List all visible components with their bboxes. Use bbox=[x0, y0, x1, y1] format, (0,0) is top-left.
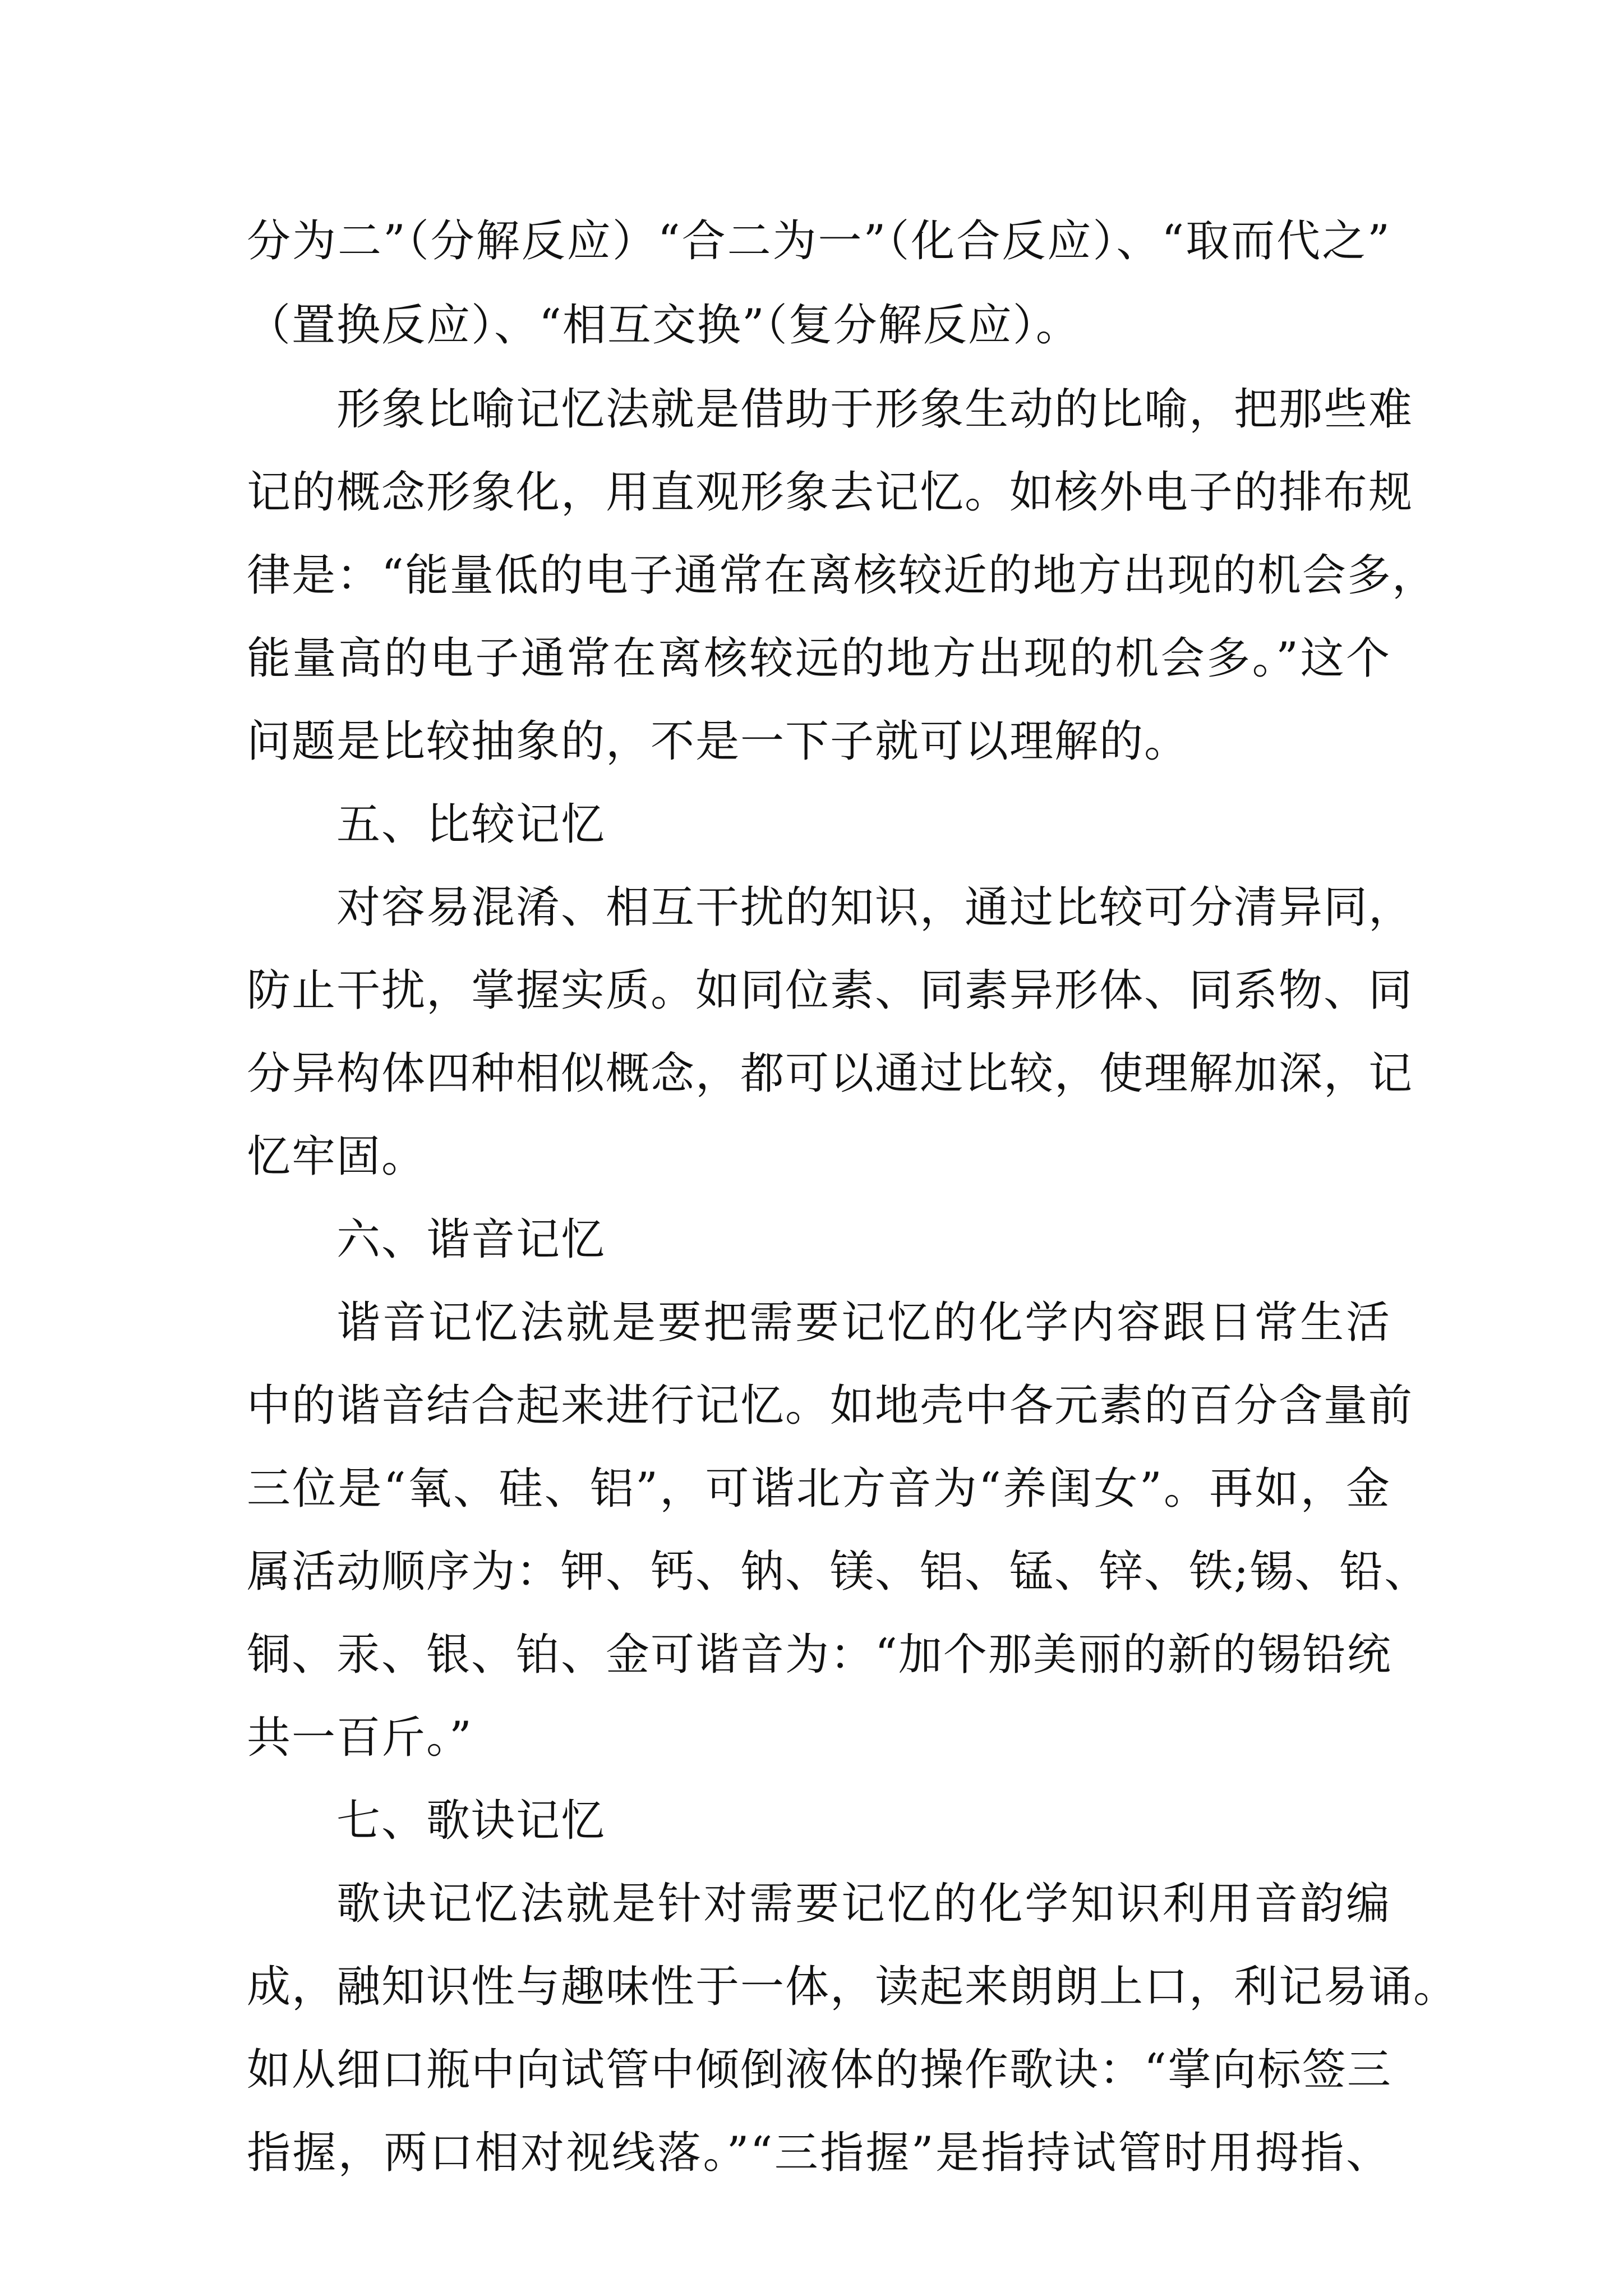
text-line: 忆牢固。 bbox=[247, 1131, 427, 1182]
text-line: （置换反应）、“相互交换”（复分解反应）。 bbox=[247, 300, 1081, 351]
text-line: 共一百斤。” bbox=[247, 1713, 473, 1763]
text-line: 铜、汞、银、铂、金可谐音为：“加个那美丽的新的锡铅统 bbox=[247, 1630, 1392, 1680]
text-line: 歌诀记忆法就是针对需要记忆的化学知识利用音韵编 bbox=[336, 1879, 1391, 1929]
text-line: 成，融知识性与趣味性于一体，读起来朗朗上口，利记易诵。 bbox=[247, 1962, 1459, 2012]
section-heading: 六、谐音记忆 bbox=[336, 1214, 606, 1265]
text-line: 中的谐音结合起来进行记忆。如地壳中各元素的百分含量前 bbox=[247, 1381, 1414, 1431]
text-line: 分为二”（分解反应）“合二为一”（化合反应）、“取而代之” bbox=[247, 216, 1391, 266]
text-line: 属活动顺序为：钾、钙、钠、镁、铝、锰、锌、铁;锡、铅、 bbox=[247, 1547, 1430, 1597]
text-line: 分异构体四种相似概念，都可以通过比较，使理解加深，记 bbox=[247, 1048, 1414, 1099]
text-line: 记的概念形象化，用直观形象去记忆。如核外电子的排布规 bbox=[247, 467, 1414, 518]
text-line: 律是：“能量低的电子通常在离核较近的地方出现的机会多， bbox=[247, 550, 1437, 601]
text-line: 防止干扰，掌握实质。如同位素、同素异形体、同系物、同 bbox=[247, 965, 1414, 1016]
text-line: 对容易混淆、相互干扰的知识，通过比较可分清异同， bbox=[336, 882, 1414, 933]
text-line: 问题是比较抽象的，不是一下子就可以理解的。 bbox=[247, 716, 1189, 767]
text-line: 形象比喻记忆法就是借助于形象生动的比喻，把那些难 bbox=[336, 384, 1414, 435]
text-line: 谐音记忆法就是要把需要记忆的化学内容跟日常生活 bbox=[336, 1297, 1391, 1348]
text-line: 三位是“氧、硅、铝”，可谐北方音为“养闺女”。再如，金 bbox=[247, 1464, 1391, 1514]
text-line: 指握，两口相对视线落。”“三指握”是指持试管时用拇指、 bbox=[247, 2128, 1391, 2178]
section-heading: 七、歌诀记忆 bbox=[336, 1796, 606, 1846]
text-line: 能量高的电子通常在离核较远的地方出现的机会多。”这个 bbox=[247, 633, 1391, 684]
text-line: 如从细口瓶中向试管中倾倒液体的操作歌诀：“掌向标签三 bbox=[247, 2045, 1392, 2095]
section-heading: 五、比较记忆 bbox=[336, 799, 606, 850]
